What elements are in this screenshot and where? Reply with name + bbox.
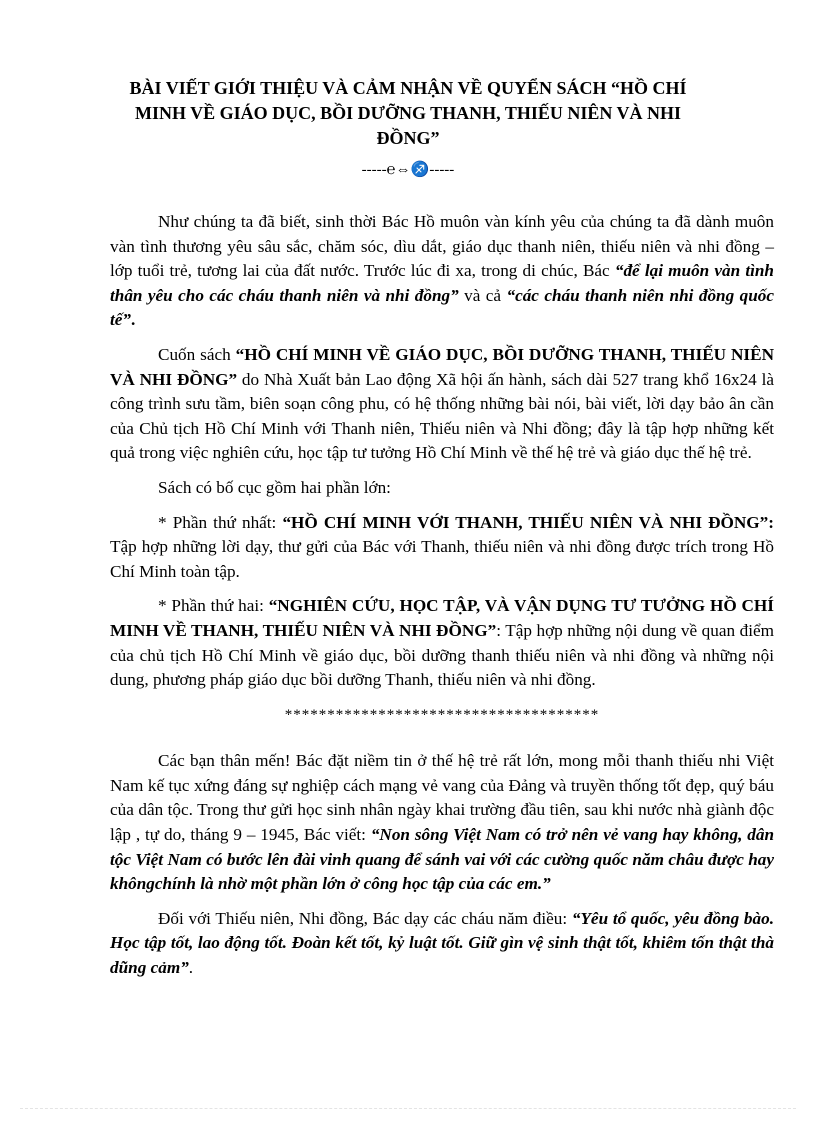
paragraph-book xyxy=(110,343,774,466)
paragraph-five-teachings-end: . xyxy=(188,958,194,978)
book-title: “HỒ CHÍ MINH VỀ GIÁO DỤC, BỒI DƯỠNG THANH, THIẾU NIÊN VÀ NHI ĐỒNG” xyxy=(110,344,774,389)
paragraph-letter-text: Các bạn thân mến! Bác đặt niềm tin ở thế hệ trẻ rất lớn, mong mỗi thanh thiếu nhi Việt Nam kế tục xứng đáng sự nghiệp cách mạng vẻ vang của Đảng và truyền thống tốt đẹp, quý báu của dân tộc. Trong thư gửi học sinh nhân ngày khai trường đầu tiên, sau khi nước nhà giành độc lập , tự do, tháng 9 – 1945, Bác viết: xyxy=(110,751,774,845)
paragraph-intro-mid: và cả xyxy=(458,285,507,305)
paragraph-five-teachings xyxy=(110,907,774,981)
quote-five-teachings: “Yêu tổ quốc, yêu đồng bào. Học tập tốt, lao động tốt. Đoàn kết tốt, kỷ luật tốt. Giữ gìn vệ sinh thật tốt, khiêm tốn thật thà dũng cảm” xyxy=(110,908,775,978)
part-two-heading: “NGHIÊN CỨU, HỌC TẬP, VÀ VẬN DỤNG TƯ TƯỞNG HỒ CHÍ MINH VỀ THANH, THIẾU NIÊN VÀ NHI ĐỒNG” xyxy=(110,596,774,640)
document-body xyxy=(110,210,774,991)
document-title: BÀI VIẾT GIỚI THIỆU VÀ CẢM NHẬN VỀ QUYỂN SÁCH “HỒ CHÍ MINH VỀ GIÁO DỤC, BỒI DƯỠNG THANH, THIẾU NIÊN VÀ NHI ĐỒNG” xyxy=(129,78,687,148)
part-one-text: Tập hợp những lời dạy, thư gửi của Bác với Thanh, thiếu niên và nhi đồng được trích trong Hồ Chí Minh toàn tập. xyxy=(110,537,774,581)
page-bottom-divider xyxy=(20,1108,796,1109)
paragraph-letter xyxy=(110,749,774,897)
part-one-heading: “HỒ CHÍ MINH VỚI THANH, THIẾU NIÊN VÀ NHI ĐỒNG”: xyxy=(282,512,774,532)
paragraph-structure: Sách có bố cục gồm hai phần lớn: xyxy=(158,477,391,497)
paragraph-intro xyxy=(110,210,774,333)
part-two-text: : Tập hợp những nội dung về quan điểm của chủ tịch Hồ Chí Minh về giáo dục, bồi dưỡng thanh thiếu niên và nhi đồng và những nội dung, phương pháp giáo dục bồi dưỡng Thanh, thiếu niên và nhi đồng. xyxy=(110,620,774,690)
part-two-lead: * Phần thứ hai: xyxy=(158,596,269,616)
paragraph-five-teachings-text: Đối với Thiếu niên, Nhi đồng, Bác dạy các cháu năm điều: xyxy=(158,908,572,928)
part-one-lead: * Phần thứ nhất: xyxy=(158,512,283,532)
paragraph-book-lead: Cuốn sách xyxy=(158,344,236,364)
paragraph-intro-text: Như chúng ta đã biết, sinh thời Bác Hồ muôn vàn kính yêu của chúng ta đã dành muôn vàn tình thương yêu sâu sắc, chăm sóc, dìu dắt, giáo dục thanh niên, thiếu niên và nhi đồng – lớp tuổi trẻ, tương lai của đất nước. Trước lúc đi xa, trong di chúc, Bác xyxy=(110,212,774,281)
paragraph-part-two xyxy=(110,594,774,692)
paragraph-intro-end: . xyxy=(131,310,136,330)
quote-school-letter: “Non sông Việt Nam có trở nên vẻ vang hay không, dân tộc Việt Nam có bước lên đài vinh quang để sánh vai với các cường quốc năm châu được hay khôngchính là nhờ một phần lớn ở công học tập của các em.” xyxy=(110,825,774,894)
quote-testament-youth: “để lại muôn vàn tình thân yêu cho các cháu thanh niên và nhi đồng” xyxy=(110,261,774,305)
section-separator: ************************************* xyxy=(284,706,600,723)
title-ornament: -----℮⇔♐----- xyxy=(361,162,455,178)
quote-testament-international: “các cháu thanh niên nhi đồng quốc tế” xyxy=(110,285,774,330)
paragraph-book-text: do Nhà Xuất bản Lao động Xã hội ấn hành, sách dài 527 trang khổ 16x24 là công trình sưu tầm, biên soạn công phu, có hệ thống những bài nói, bài viết, lời dạy bảo ân cần của Chủ tịch Hồ Chí Minh với Thanh niên, Thiếu niên và Nhi đồng; đây là tập hợp những kết quả trong việc nghiên cứu, học tập tư tưởng Hồ Chí Minh về thế hệ trẻ và giáo dục thế hệ trẻ. xyxy=(110,369,774,463)
paragraph-part-one xyxy=(110,511,774,585)
